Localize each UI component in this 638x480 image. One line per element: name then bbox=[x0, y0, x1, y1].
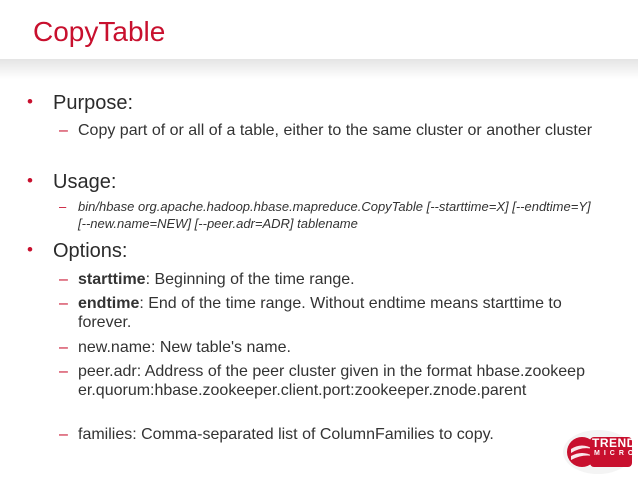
option-starttime-desc: : Beginning of the time range. bbox=[145, 271, 355, 288]
dash-glyph: – bbox=[59, 271, 68, 288]
purpose-heading: Purpose: bbox=[53, 92, 134, 114]
dash-glyph: – bbox=[59, 426, 68, 443]
bullet-usage bbox=[27, 171, 116, 194]
logo-text-trend: TREND bbox=[592, 436, 636, 450]
dash-glyph: – bbox=[59, 363, 68, 380]
usage-heading: Usage: bbox=[53, 171, 117, 193]
trend-micro-logo bbox=[562, 429, 638, 475]
options-heading: Options: bbox=[53, 240, 128, 262]
option-new-name-text: new.name: New table's name. bbox=[78, 339, 291, 356]
title-divider bbox=[0, 59, 638, 79]
bullet-options bbox=[27, 240, 127, 263]
slide-title: CopyTable bbox=[33, 16, 166, 47]
bullet-purpose bbox=[27, 92, 133, 115]
option-endtime-desc: : End of the time range. Without endtime means starttime to forever. bbox=[78, 295, 562, 331]
purpose-item-text: Copy part of or all of a table, either to the same cluster or another cluster bbox=[78, 122, 593, 139]
option-starttime-name: starttime bbox=[78, 271, 146, 288]
bullet-glyph: • bbox=[27, 92, 33, 111]
option-new-name bbox=[59, 338, 593, 357]
dash-glyph: – bbox=[59, 339, 68, 356]
option-peer-adr-text: peer.adr: Address of the peer cluster given in the format hbase.zookeeper.quorum:hbase.zookeeper.client.port:zookeeper.znode.parent bbox=[78, 363, 585, 399]
dash-glyph: – bbox=[59, 122, 68, 139]
option-families-text: families: Comma-separated list of ColumnFamilies to copy. bbox=[78, 426, 494, 443]
option-endtime-name: endtime bbox=[78, 295, 140, 312]
option-families bbox=[59, 425, 593, 444]
option-endtime bbox=[59, 294, 593, 332]
bullet-glyph: • bbox=[27, 240, 33, 259]
dash-glyph: – bbox=[59, 295, 68, 312]
option-peer-adr bbox=[59, 362, 593, 400]
bullet-glyph: • bbox=[27, 171, 33, 190]
usage-command bbox=[59, 198, 593, 232]
dash-glyph: – bbox=[59, 199, 67, 214]
purpose-item bbox=[59, 121, 593, 140]
logo-text-micro: MICRO bbox=[594, 450, 638, 457]
usage-command-text: bin/hbase org.apache.hadoop.hbase.mapreduce.CopyTable [--starttime=X] [--endtime=Y] [--new.name=NEW] [--peer.adr=ADR] tablename bbox=[78, 199, 591, 231]
option-starttime bbox=[59, 270, 593, 289]
